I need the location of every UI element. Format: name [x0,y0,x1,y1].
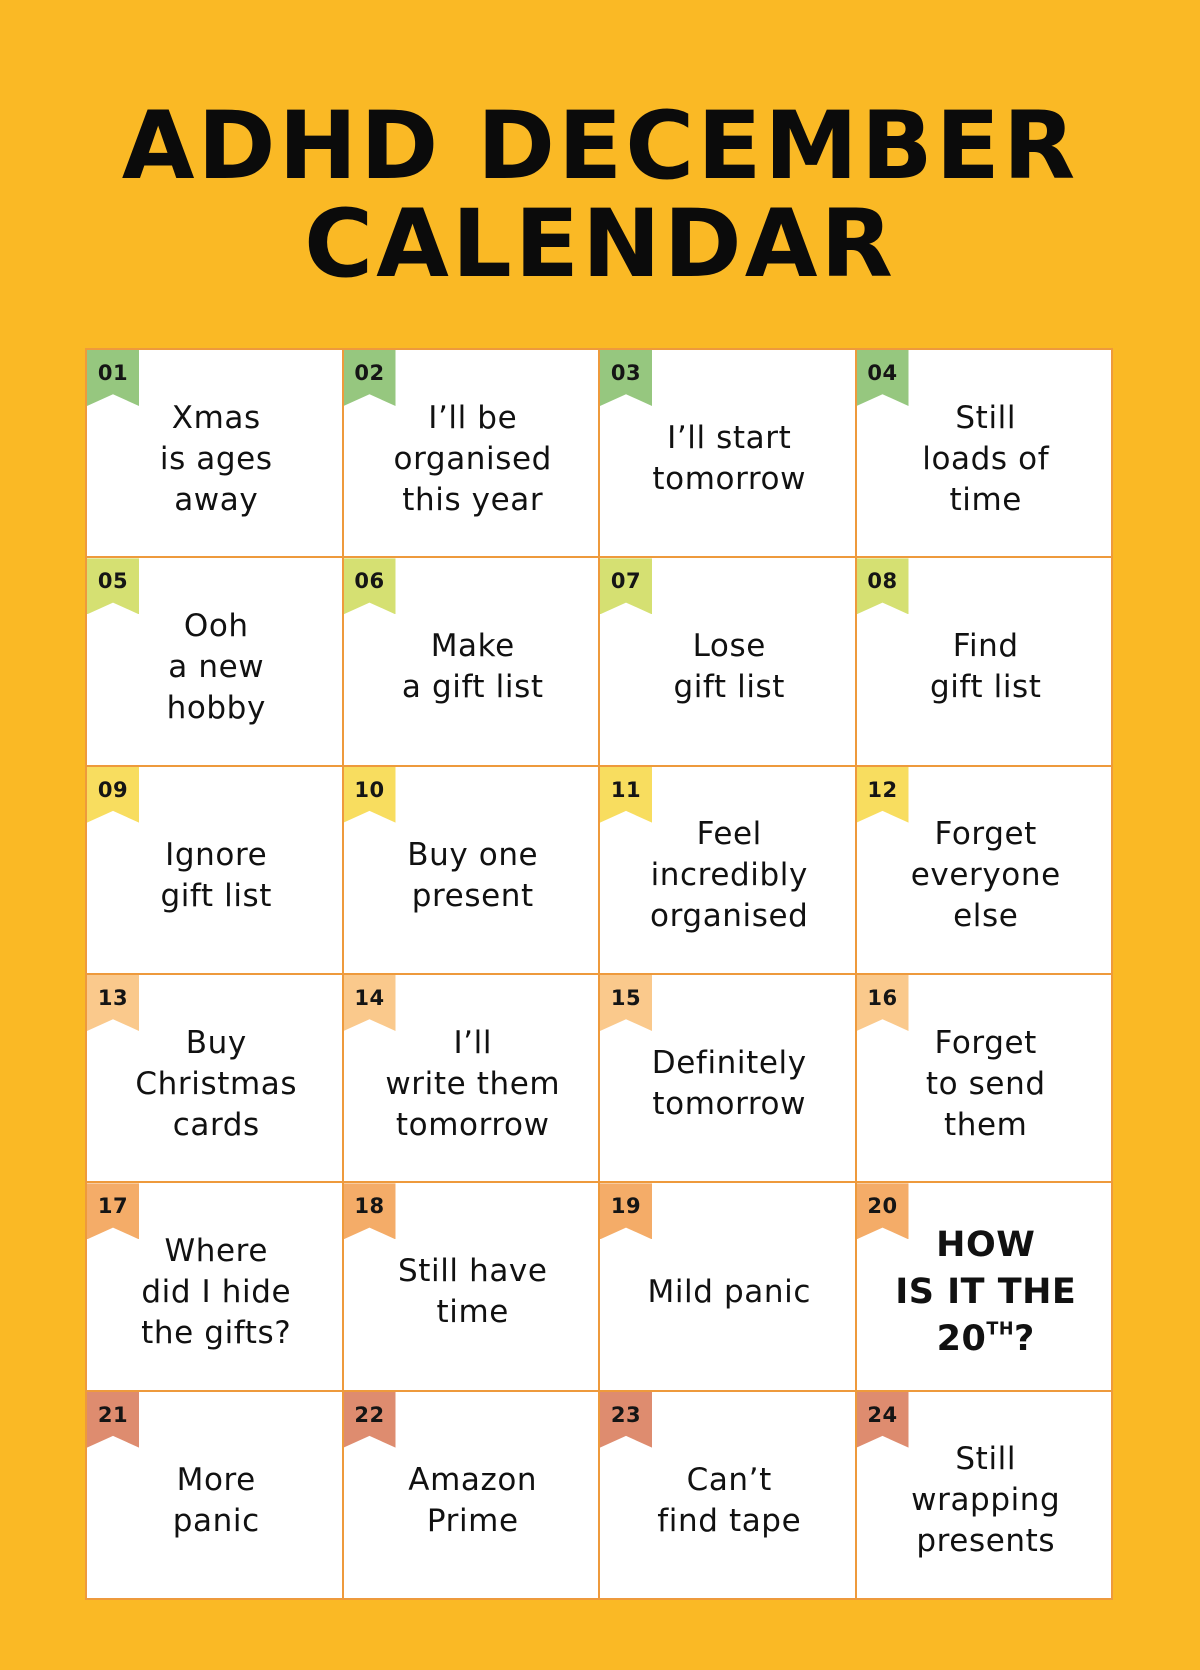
day-text: Ignore gift list [160,836,273,914]
page-title [0,92,1200,299]
day-number: 10 [354,777,385,802]
day-text: Make a gift list [401,628,544,706]
calendar-day-05 [87,558,344,766]
day-number: 03 [610,361,642,385]
day-text-main: HOW IS IT THE [895,1224,1077,1312]
day-number: 11 [610,777,642,802]
calendar-day-06 [344,558,601,766]
calendar-day-17 [87,1183,344,1391]
title-line-1: ADHD DECEMBER [121,92,1079,201]
calendar-day-21 [87,1392,344,1600]
title-line-2: CALENDAR [304,190,896,299]
day-text: Mild panic [647,1273,811,1310]
calendar-day-10 [344,767,601,975]
day-text: Xmas is ages away [159,399,273,518]
day-text: Still loads of time [922,399,1050,518]
day-number: 07 [610,569,642,594]
day-text: I’ll write them tomorrow [385,1024,561,1143]
calendar-day-08 [857,558,1114,766]
calendar-day-18 [344,1183,601,1391]
day-text: I’ll start tomorrow [652,420,807,498]
day-number: 24 [867,1402,898,1427]
day-number: 19 [610,1194,642,1219]
day-number: 16 [867,985,898,1010]
day-text-ordinal-number: 20 [936,1318,987,1359]
calendar-day-13 [87,975,344,1183]
calendar-day-12 [857,767,1114,975]
day-text: Still have time [397,1253,548,1331]
day-text: Feel incredibly organised [650,816,809,935]
calendar-day-02 [344,350,601,558]
day-text: Where did I hide the gifts? [141,1232,292,1351]
day-text: Definitely tomorrow [651,1045,807,1123]
day-text: I’ll be organised this year [393,399,552,518]
day-text: More panic [172,1461,260,1539]
day-number: 20 [867,1194,898,1219]
calendar-day-20 [857,1183,1114,1391]
day-text: Forget to send them [925,1024,1046,1143]
calendar-day-16 [857,975,1114,1183]
day-number: 04 [867,361,898,385]
day-text: Can’t find tape [657,1461,802,1539]
day-text: Buy one present [407,836,539,914]
calendar-day-11 [600,767,857,975]
day-text: Find gift list [929,628,1042,706]
calendar-day-22 [344,1392,601,1600]
day-number: 18 [354,1194,385,1219]
day-text: Forget everyone else [910,816,1061,935]
calendar-day-01 [87,350,344,558]
day-text: Buy Christmas cards [135,1024,298,1143]
day-number: 08 [867,569,898,594]
day-number: 05 [97,569,129,594]
calendar-day-14 [344,975,601,1183]
day-text: Ooh a new hobby [166,607,266,726]
calendar-day-24 [857,1392,1114,1600]
day-number: 02 [354,361,385,385]
day-text: Amazon Prime [408,1461,538,1539]
day-number: 06 [354,569,385,594]
calendar-day-04 [857,350,1114,558]
day-text: Lose gift list [673,628,786,706]
day-number: 22 [354,1402,385,1427]
calendar-day-07 [600,558,857,766]
calendar-day-03 [600,350,857,558]
calendar-day-09 [87,767,344,975]
day-number: 14 [354,985,385,1010]
day-text [885,1210,1082,1363]
calendar-day-23 [600,1392,857,1600]
calendar-grid [85,348,1113,1600]
day-number: 17 [97,1194,129,1219]
day-text-ordinal-suffix: TH [986,1319,1014,1340]
day-number: 09 [97,777,129,802]
day-text-question-mark: ? [1013,1318,1035,1359]
day-number: 15 [610,985,642,1010]
day-number: 13 [97,985,129,1010]
calendar-day-19 [600,1183,857,1391]
day-text: Still wrapping presents [911,1441,1061,1560]
day-number: 21 [97,1402,129,1427]
day-number: 23 [610,1402,642,1427]
day-number: 12 [867,777,898,802]
day-number: 01 [97,361,129,385]
calendar-day-15 [600,975,857,1183]
